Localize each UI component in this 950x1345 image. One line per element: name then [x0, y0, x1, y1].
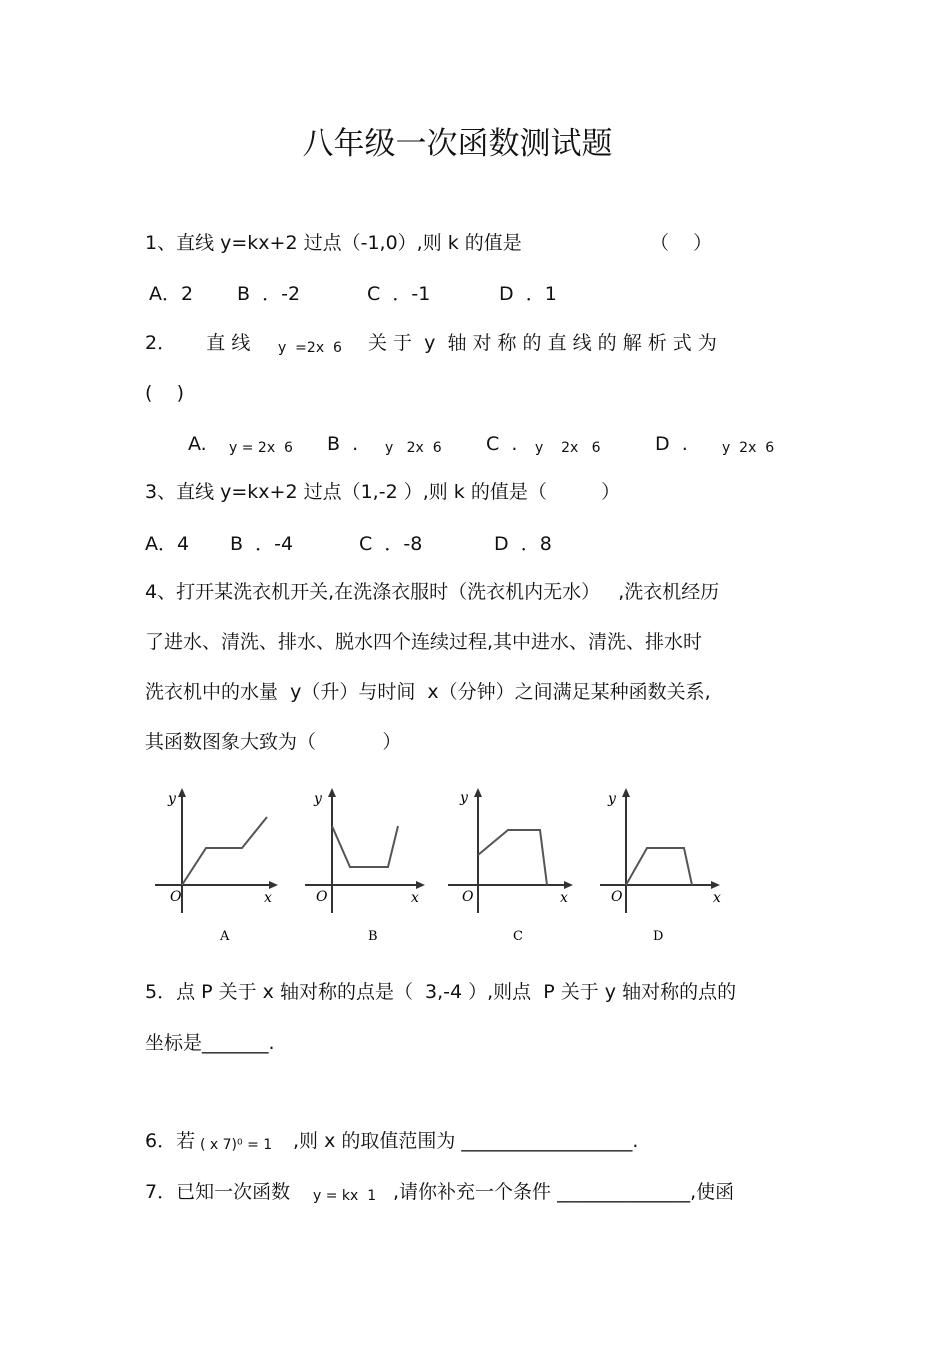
q2-option-a-formula: y = 2x 6 — [229, 440, 293, 456]
graph-caption: A — [220, 929, 230, 944]
q3-option-d: D ．8 — [494, 533, 552, 555]
q2-option-c-label: C . — [486, 433, 518, 455]
y-axis-arrow — [178, 788, 186, 797]
q2-option-d-formula: y 2x 6 — [722, 440, 775, 456]
graph-curve — [332, 826, 398, 867]
q2-lead: 2． 直 线 — [145, 332, 251, 354]
q3-option-b: B ．-4 — [230, 533, 294, 555]
q2-answer-paren: ( ) — [145, 382, 184, 404]
graph-caption: D — [653, 929, 664, 944]
x-axis-label: x — [560, 890, 568, 906]
q2-option-b-label: B . — [327, 433, 359, 455]
q7-lead: 7．已知一次函数 — [145, 1181, 291, 1203]
page-title: 八年级一次函数测试题 — [302, 126, 613, 162]
origin-label: O — [462, 889, 474, 905]
q2-formula: y =2x 6 — [278, 340, 342, 356]
q3-stem: 3、直线 y=kx+2 过点（1,-2 ）,则 k 的值是（ ） — [145, 481, 621, 503]
q1-option-b: B ．-2 — [237, 283, 301, 305]
q5-line-2: 坐标是_______. — [145, 1032, 275, 1054]
q1-answer-paren: （ ） — [650, 232, 713, 254]
y-axis-arrow — [328, 788, 336, 797]
y-axis-arrow — [474, 788, 482, 797]
x-axis-arrow — [416, 881, 425, 889]
q2-option-b-formula: y 2x 6 — [385, 440, 442, 456]
q7-tail: ,请你补充一个条件 ______________,使函 — [393, 1181, 735, 1203]
q4-graph-c — [445, 782, 585, 952]
graph-curve — [478, 830, 547, 885]
q2-stem: 关 于 y 轴 对 称 的 直 线 的 解 析 式 为 — [368, 332, 717, 354]
q7-formula: y = kx 1 — [313, 1188, 377, 1204]
origin-label: O — [170, 889, 182, 905]
q4-graph-b — [300, 782, 440, 952]
y-axis-label: y — [460, 790, 468, 806]
q1-option-d: D ．1 — [499, 283, 557, 305]
q6-lead: 6．若 — [145, 1130, 196, 1152]
origin-label: O — [611, 889, 623, 905]
q3-option-c: C ．-8 — [359, 533, 423, 555]
q1-option-c: C ．-1 — [367, 283, 431, 305]
q4-line-3: 洗衣机中的水量 y（升）与时间 x（分钟）之间满足某种函数关系, — [145, 681, 711, 703]
y-axis-arrow — [622, 788, 630, 797]
x-axis-arrow — [269, 881, 278, 889]
q4-line-1: 4、打开某洗衣机开关,在洗涤衣服时（洗衣机内无水） ,洗衣机经历 — [145, 581, 720, 603]
x-axis-label: x — [713, 890, 721, 906]
graph-curve — [626, 848, 692, 885]
q4-graph-a — [150, 782, 290, 952]
q4-graph-d — [597, 782, 737, 952]
graph-caption: C — [513, 929, 523, 944]
origin-label: O — [316, 889, 328, 905]
q5-line-1: 5．点 P 关于 x 轴对称的点是（ 3,-4 ）,则点 P 关于 y 轴对称的点的 — [145, 981, 737, 1003]
x-axis-label: x — [264, 890, 272, 906]
q6-tail: ,则 x 的取值范围为 __________________. — [293, 1130, 639, 1152]
y-axis-label: y — [314, 791, 322, 807]
x-axis-arrow — [564, 881, 573, 889]
graph-caption: B — [368, 929, 378, 944]
q2-option-c-formula: y 2x 6 — [535, 440, 601, 456]
q6-formula: ( x 7)⁰ = 1 — [200, 1137, 273, 1153]
graph-curve — [182, 817, 267, 885]
x-axis-label: x — [411, 890, 419, 906]
q2-option-a-label: A. — [188, 433, 207, 455]
q2-option-d-label: D . — [655, 433, 688, 455]
q3-option-a: A．4 — [145, 533, 190, 555]
q1-stem: 1、直线 y=kx+2 过点（-1,0）,则 k 的值是 — [145, 232, 522, 254]
y-axis-label: y — [168, 791, 176, 807]
q1-option-a: A．2 — [149, 283, 194, 305]
q4-line-2: 了进水、清洗、排水、脱水四个连续过程,其中进水、清洗、排水时 — [145, 631, 703, 653]
q4-line-4: 其函数图象大致为（ ） — [145, 731, 402, 753]
x-axis-arrow — [711, 881, 720, 889]
y-axis-label: y — [608, 791, 616, 807]
